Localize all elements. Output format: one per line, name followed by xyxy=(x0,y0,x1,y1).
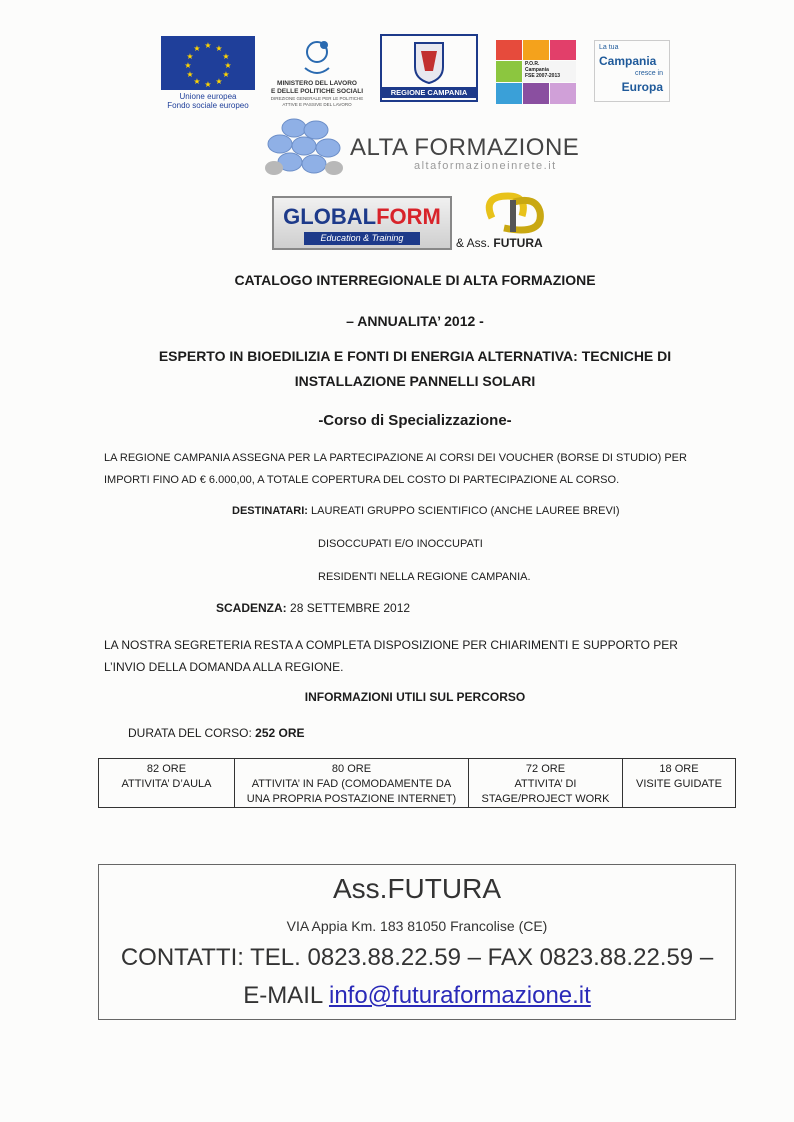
por-line3: FSE 2007-2013 xyxy=(525,73,561,79)
cell-hours: 80 ORE xyxy=(331,763,372,775)
destinatari-label: DESTINATARI: xyxy=(232,505,308,517)
scadenza-row xyxy=(216,597,410,619)
globalform-logo xyxy=(272,196,452,250)
futura-name: FUTURA xyxy=(493,236,543,250)
ministero-emblem-icon xyxy=(300,38,334,78)
contact-phones: CONTATTI: TEL. 0823.88.22.59 – FAX 0823.88.22.59 – xyxy=(120,944,714,971)
globalform-brand-a: GLOBAL xyxy=(283,204,377,229)
course-title-line1: ESPERTO IN BIOEDILIZIA E FONTI DI ENERGIA ALTERNATIVA: TECNICHE DI xyxy=(158,348,672,364)
svg-text:★: ★ xyxy=(184,61,192,70)
catalog-title: CATALOGO INTERREGIONALE DI ALTA FORMAZIONE xyxy=(234,272,596,288)
svg-text:★: ★ xyxy=(193,77,201,86)
svg-text:★: ★ xyxy=(186,52,194,61)
contact-address: VIA Appia Km. 183 81050 Francolise (CE) xyxy=(286,918,548,934)
por-line2: Campania xyxy=(525,67,549,73)
table-cell xyxy=(99,759,235,807)
durata-label: DURATA DEL CORSO: xyxy=(128,726,252,740)
destinatari-item: LAUREATI GRUPPO SCIENTIFICO (ANCHE LAUREE BREVI) xyxy=(311,505,620,517)
cell-line2: UNA PROPRIA POSTAZIONE INTERNET) xyxy=(246,793,457,805)
regione-label: REGIONE CAMPANIA xyxy=(382,87,476,98)
svg-text:★: ★ xyxy=(186,70,194,79)
contact-email-label: E-MAIL xyxy=(243,982,329,1009)
svg-text:★: ★ xyxy=(193,44,201,53)
cell-hours: 82 ORE xyxy=(146,763,187,775)
cell-hours: 18 ORE xyxy=(659,763,699,775)
por-logo xyxy=(496,40,576,104)
svg-text:★: ★ xyxy=(222,52,230,61)
destinatari-item: RESIDENTI NELLA REGIONE CAMPANIA. xyxy=(318,571,531,583)
eu-caption-line1: Unione europea xyxy=(179,92,237,101)
destinatari-item: DISOCCUPATI E/O INOCCUPATI xyxy=(318,538,483,550)
contact-email-link[interactable]: info@futuraformazione.it xyxy=(328,982,591,1009)
scadenza-value: 28 SETTEMBRE 2012 xyxy=(290,601,411,615)
course-title-line2: INSTALLAZIONE PANNELLI SOLARI xyxy=(294,373,536,389)
segreteria-line2: L’INVIO DELLA DOMANDA ALLA REGIONE. xyxy=(104,660,344,674)
svg-text:★: ★ xyxy=(204,80,212,89)
ministero-line3: DIREZIONE GENERALE PER LE POLITICHE xyxy=(270,96,364,101)
info-heading: INFORMAZIONI UTILI SUL PERCORSO xyxy=(304,690,526,704)
svg-text:★: ★ xyxy=(224,61,232,70)
cell-line1: VISITE GUIDATE xyxy=(636,778,722,790)
contact-org: Ass.FUTURA xyxy=(333,873,501,904)
svg-text:★: ★ xyxy=(215,77,223,86)
table-cell xyxy=(235,759,469,807)
durata-value: 252 ORE xyxy=(255,726,305,740)
durata-row xyxy=(128,726,305,740)
svg-text:★: ★ xyxy=(222,70,230,79)
table-cell xyxy=(469,759,623,807)
regione-emblem-icon xyxy=(409,41,449,85)
regione-campania-logo xyxy=(380,34,478,102)
ministero-line1: MINISTERO DEL LAVORO xyxy=(277,80,357,87)
cell-hours: 72 ORE xyxy=(525,763,566,775)
contact-box xyxy=(98,864,736,1020)
hours-table xyxy=(98,758,736,808)
contact-email-row xyxy=(99,981,735,1011)
destinatari-row xyxy=(232,500,620,522)
globalform-tagline: Education & Training xyxy=(304,232,420,245)
campania-line4: Europa xyxy=(621,80,663,94)
futura-prefix: & Ass. xyxy=(456,236,494,250)
table-cell xyxy=(623,759,735,807)
voucher-line1: LA REGIONE CAMPANIA ASSEGNA PER LA PARTECIPAZIONE AI CORSI DEI VOUCHER (BORSE DI STUDIO) PER xyxy=(104,452,687,464)
svg-text:★: ★ xyxy=(204,41,212,50)
globalform-brand-b: FORM xyxy=(376,204,441,229)
ministero-logo xyxy=(262,36,372,116)
cell-line1: ATTIVITA’ DI xyxy=(514,778,577,790)
voucher-line2: IMPORTI FINO AD € 6.000,00, A TOTALE COPERTURA DEL COSTO DI PARTECIPAZIONE AL CORSO. xyxy=(104,474,620,486)
eu-caption-line2: Fondo sociale europeo xyxy=(167,101,249,110)
alta-formazione-title: ALTA FORMAZIONE xyxy=(350,134,580,161)
alta-formazione-subtitle: altaformazioneinrete.it xyxy=(414,160,557,172)
molecule-icon xyxy=(264,116,346,180)
campania-europa-logo xyxy=(594,40,670,102)
futura-caption xyxy=(456,236,543,250)
eu-logo xyxy=(158,36,258,116)
campania-line1: La tua xyxy=(599,44,619,51)
campania-line2: Campania xyxy=(599,54,657,68)
svg-text:★: ★ xyxy=(215,44,223,53)
campania-line3: cresce in xyxy=(634,70,663,77)
annualita: – ANNUALITA’ 2012 - xyxy=(346,313,484,329)
cell-line1: ATTIVITA’ IN FAD (COMODAMENTE DA xyxy=(251,778,452,790)
eu-flag-icon xyxy=(161,36,255,90)
cell-line1: ATTIVITA’ D’AULA xyxy=(121,778,212,790)
ministero-line2: E DELLE POLITICHE SOCIALI xyxy=(270,88,364,95)
course-type: -Corso di Specializzazione- xyxy=(318,412,512,429)
cell-line2: STAGE/PROJECT WORK xyxy=(481,793,610,805)
por-line1: P.O.R. xyxy=(525,61,540,67)
ministero-line4: ATTIVE E PASSIVE DEL LAVORO xyxy=(282,102,352,107)
segreteria-line1: LA NOSTRA SEGRETERIA RESTA A COMPLETA DISPOSIZIONE PER CHIARIMENTI E SUPPORTO PER xyxy=(104,638,678,652)
scadenza-label: SCADENZA: xyxy=(216,601,287,615)
